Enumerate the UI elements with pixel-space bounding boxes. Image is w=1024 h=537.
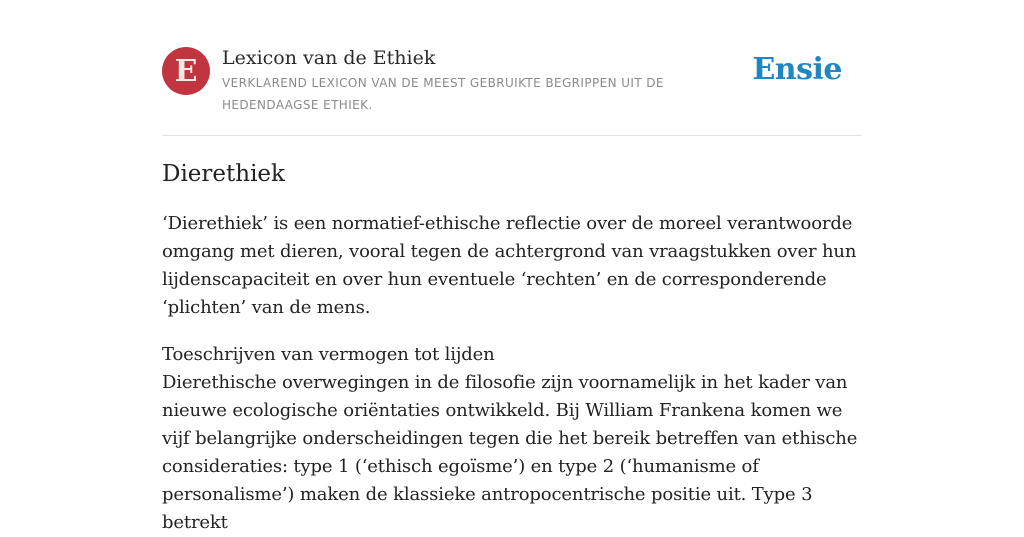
article-title: Dierethiek (162, 161, 285, 187)
article-intro: ‘Dierethiek’ is een normatief-ethische reflectie over de moreel verantwoorde omgang met dieren, vooral tegen de achtergrond van vraagstukken over hun lijdenscapaciteit en over hun eventuele ‘rechten’ en de corresponderende ‘plichten’ van de mens. (162, 213, 857, 318)
section-body: Dierethische overwegingen in de filosofie zijn voornamelijk in het kader van nieuwe ecologische oriëntaties ontwikkeld. Bij William Frankena komen we vijf belangrijke onderscheidingen tegen die het bereik betreffen van ethische consideraties: type 1 (‘ethisch egoïsme’) en type 2 (‘humanisme of personalisme’) maken de klassieke antropocentrische positie uit. Type 3 betrekt (162, 372, 858, 533)
site-title[interactable]: Lexicon van de Ethiek (222, 47, 436, 69)
logo-letter: E (174, 53, 198, 89)
site-subtitle: VERKLAREND LEXICON VAN DE MEEST GEBRUIKTE BEGRIPPEN UIT DE HEDENDAAGSE ETHIEK. (222, 76, 664, 112)
section-heading: Toeschrijven van vermogen tot lijden (162, 344, 495, 365)
article (162, 158, 862, 537)
site-header (162, 44, 862, 116)
header-divider (162, 135, 862, 136)
lexicon-logo[interactable] (162, 47, 210, 95)
ensie-brand-logo[interactable]: Ensie (752, 52, 842, 87)
